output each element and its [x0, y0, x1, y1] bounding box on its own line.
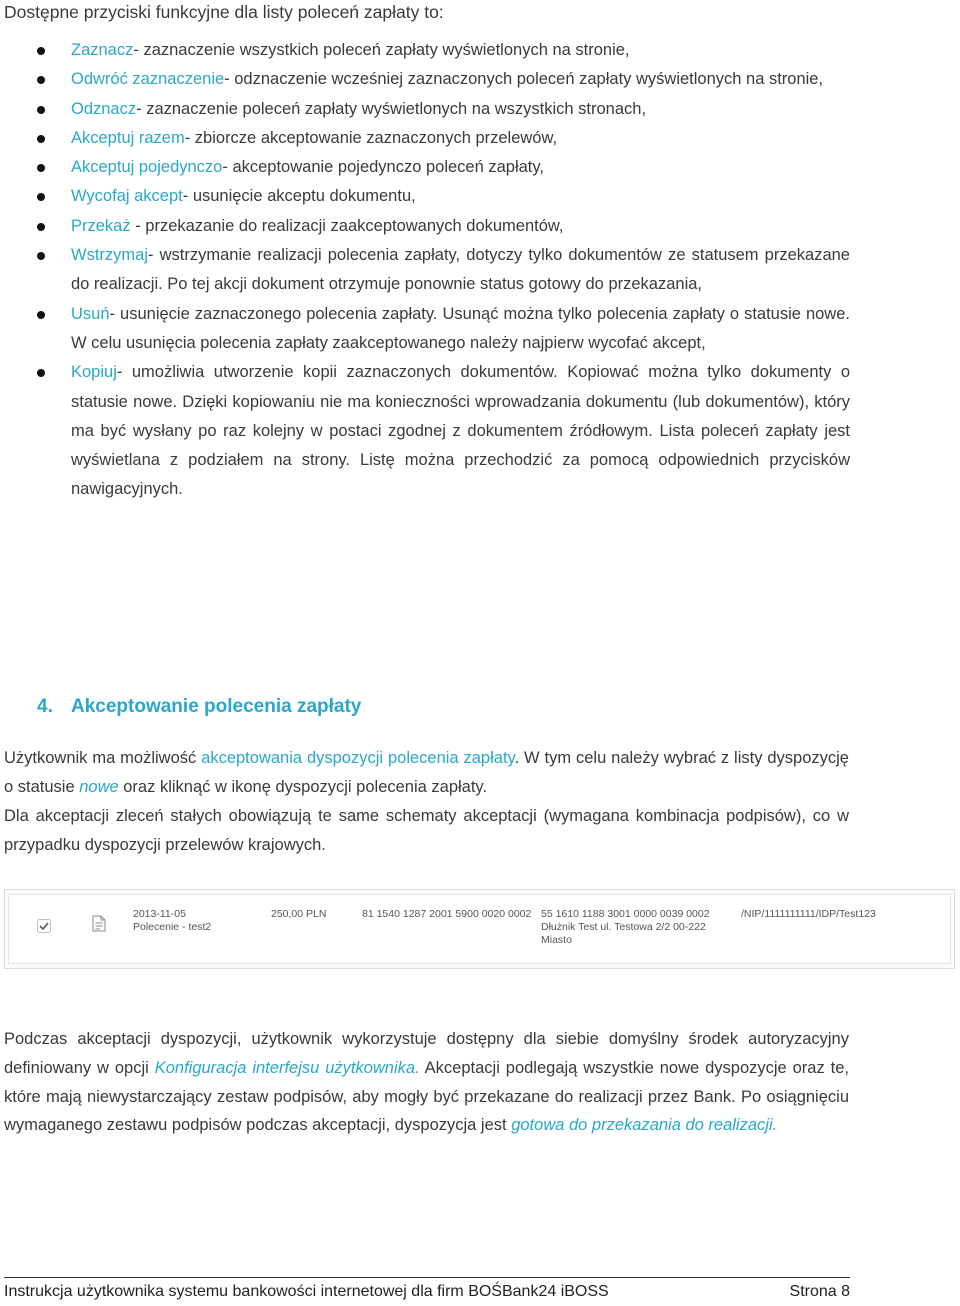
- bullet-icon: [37, 223, 45, 231]
- list-item: [0, 212, 850, 241]
- list-item: [0, 95, 850, 124]
- term-wycofaj-akcept: Wycofaj akcept: [71, 187, 183, 206]
- description: - usunięcie akceptu dokumentu,: [182, 187, 416, 206]
- order-name: Polecenie - test2: [133, 921, 212, 933]
- city: Miasto: [541, 934, 572, 946]
- bullet-icon: [37, 252, 45, 260]
- document-icon[interactable]: [92, 915, 106, 932]
- paragraph-authorization: [4, 1025, 849, 1140]
- order-amount: 250,00 PLN: [271, 908, 327, 920]
- page-footer: [4, 1277, 850, 1301]
- footer-title: Instrukcja użytkownika systemu bankowości internetowej dla firm BOŚBank24 iBOSS: [4, 1283, 609, 1300]
- account-to: 55 1610 1188 3001 0000 0039 0002: [541, 908, 710, 920]
- paragraph-intro: [4, 744, 849, 802]
- description: - zaznaczenie wszystkich poleceń zapłaty wyświetlonych na stronie,: [133, 41, 630, 59]
- link-config[interactable]: Konfiguracja interfejsu użytkownika.: [154, 1058, 420, 1077]
- status-nowe: nowe: [79, 777, 119, 796]
- text: Użytkownik ma możliwość: [4, 749, 202, 767]
- description: - przekazanie do realizacji zaakceptowanych dokumentów,: [130, 216, 564, 235]
- list-item: [0, 124, 850, 153]
- checkmark-icon[interactable]: [37, 919, 51, 933]
- term-odznacz: Odznacz: [71, 99, 137, 118]
- status-ready: gotowa do przekazania do realizacji.: [511, 1116, 778, 1135]
- term-usun: Usuń: [71, 304, 110, 323]
- reference: /NIP/1111111111/IDP/Test123: [741, 908, 876, 920]
- text: . W tym celu należy wybrać z listy dyspozycję o statusie: [4, 749, 849, 796]
- section-title: Akceptowanie polecenia zapłaty: [71, 696, 362, 717]
- term-akceptuj-pojedynczo: Akceptuj pojedynczo: [71, 158, 223, 177]
- highlight-accept: akceptowania dyspozycji polecenia zapłaty: [201, 749, 515, 767]
- description: - zaznaczenie poleceń zapłaty wyświetlonych na wszystkich stronach,: [136, 99, 647, 118]
- list-item: [0, 358, 850, 504]
- list-item: [0, 65, 850, 94]
- payment-order-row-screenshot: [4, 889, 955, 969]
- debtor: Dłużnik Test ul. Testowa 2/2 00-222: [541, 921, 706, 933]
- description: - zbiorcze akceptowanie zaznaczonych przelewów,: [184, 128, 558, 147]
- description: - akceptowanie pojedynczo poleceń zapłaty,: [222, 158, 545, 177]
- paragraph-standing-orders: Dla akceptacji zleceń stałych obowiązują te same schematy akceptacji (wymagana kombinacja podpisów), co w przypadku dyspozycji przelewów krajowych.: [4, 807, 849, 854]
- function-buttons-list: [0, 36, 850, 505]
- account-from: 81 1540 1287 2001 5900 0020 0002: [362, 908, 532, 920]
- bullet-icon: [37, 47, 45, 55]
- term-wstrzymaj: Wstrzymaj: [71, 246, 148, 265]
- list-item: [0, 36, 850, 65]
- description: - umożliwia utworzenie kopii zaznaczonych dokumentów. Kopiować można tylko dokumenty o statusie nowe. Dzięki kopiowaniu nie ma konieczności wprowadzania dokumentu (lub dokumentów), który ma być wysłany po raz kolejny w postaci zgodnej z dokumentem źródłowym. Lista poleceń zapłaty jest wyświetlana z podziałem na strony. Listę można przechodzić za pomocą odpowiednich przycisków nawigacyjnych.: [71, 363, 850, 499]
- description: - usunięcie zaznaczonego polecenia zapłaty. Usunąć można tylko polecenia zapłaty o statusie nowe. W celu usunięcia polecenia zapłaty zaakceptowanego należy najpierw wycofać akcept,: [71, 304, 850, 352]
- bullet-icon: [37, 164, 45, 172]
- description: - odznaczenie wcześniej zaznaczonych poleceń zapłaty wyświetlonych na stronie,: [224, 70, 824, 89]
- bullet-icon: [37, 369, 45, 377]
- bullet-icon: [37, 76, 45, 84]
- bullet-icon: [37, 135, 45, 143]
- term-akceptuj-razem: Akceptuj razem: [71, 128, 185, 147]
- list-item: [0, 182, 850, 211]
- order-date: 2013-11-05: [133, 908, 186, 920]
- list-item: [0, 153, 850, 182]
- bullet-icon: [37, 193, 45, 201]
- term-przekaz: Przekaż: [71, 216, 131, 235]
- page-number: Strona 8: [789, 1283, 850, 1300]
- section-number: 4.: [37, 696, 53, 717]
- text: Podczas akceptacji dyspozycji, użytkownik wykorzystuje dostępny dla siebie domyślny środek autoryzacyjny definiowany w opcji: [4, 1030, 849, 1077]
- description: - wstrzymanie realizacji polecenia zapłaty, dotyczy tylko dokumentów ze statusem przekazane do realizacji. Po tej akcji dokument otrzymuje ponownie status gotowy do przekazania,: [71, 246, 850, 294]
- text: Akceptacji podlegają wszystkie nowe dyspozycje oraz te, które mają niewystarczający zestaw podpisów, aby mogły być przekazane do realizacji przez Bank. Po osiągnięciu wymaganego zestawu podpisów podczas akceptacji, dyspozycja jest: [4, 1058, 849, 1135]
- bullet-icon: [37, 311, 45, 319]
- term-odwroc-zaznaczenie: Odwróć zaznaczenie: [71, 70, 225, 89]
- term-zaznacz: Zaznacz: [71, 41, 134, 59]
- list-item: [0, 241, 850, 300]
- bullet-icon: [37, 106, 45, 114]
- intro-text: Dostępne przyciski funkcyjne dla listy poleceń zapłaty to:: [4, 2, 444, 22]
- section-heading: [37, 696, 361, 718]
- text: oraz kliknąć w ikonę dyspozycji polecenia zapłaty.: [118, 777, 488, 796]
- term-kopiuj: Kopiuj: [71, 363, 117, 382]
- table-row[interactable]: [8, 894, 951, 964]
- list-item: [0, 300, 850, 359]
